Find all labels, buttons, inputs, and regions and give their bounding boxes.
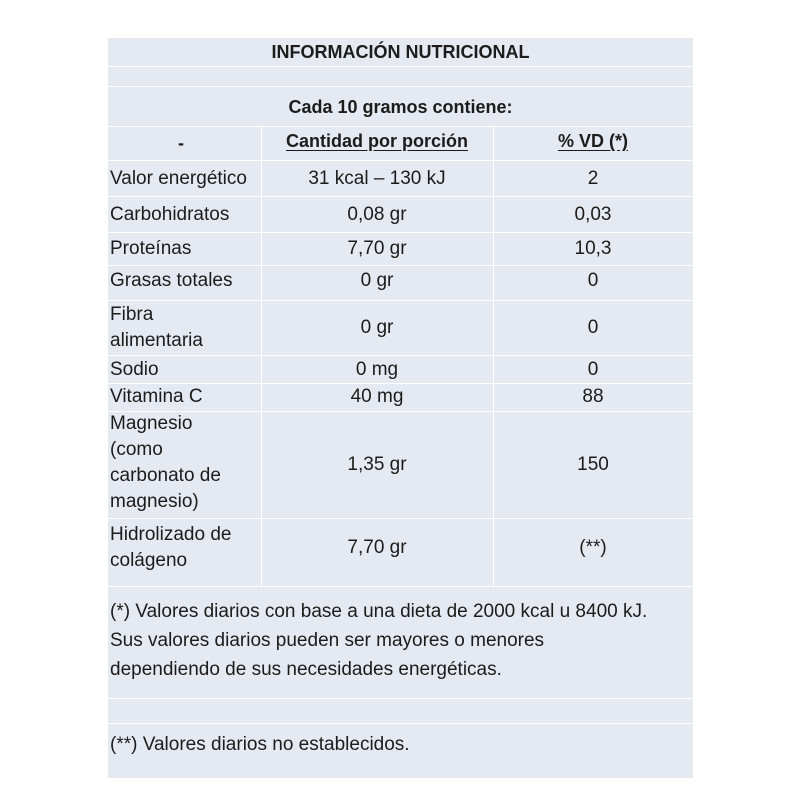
- row-amount: 40 mg: [350, 386, 404, 407]
- row-name: Sodio: [110, 359, 159, 380]
- footnote-not-established: (**) Valores diarios no establecidos.: [110, 734, 410, 755]
- row-amount: 0,08 gr: [347, 204, 407, 225]
- panel-title: INFORMACIÓN NUTRICIONAL: [271, 42, 530, 62]
- row-vd: 0: [587, 317, 599, 338]
- row-vd: 150: [577, 454, 609, 475]
- row-amount: 7,70 gr: [347, 238, 407, 259]
- row-name: Vitamina C: [110, 386, 203, 407]
- row-name: Hidrolizado de colágeno: [110, 524, 232, 571]
- row-amount: 31 kcal – 130 kJ: [308, 168, 446, 189]
- serving-size: Cada 10 gramos contiene:: [288, 97, 513, 117]
- row-name: Proteínas: [110, 238, 192, 259]
- row-vd: 10,3: [574, 238, 612, 259]
- row-name: Carbohidratos: [110, 204, 230, 225]
- row-name: Magnesio (como carbonato de magnesio): [110, 413, 221, 512]
- row-amount: 7,70 gr: [347, 537, 407, 558]
- row-name: Fibra alimentaria: [110, 304, 203, 351]
- row-vd: 0,03: [574, 204, 612, 225]
- row-vd: 88: [582, 386, 604, 407]
- row-amount: 0 gr: [360, 317, 394, 338]
- footnote-daily-values: (*) Valores diarios con base a una dieta de 2000 kcal u 8400 kJ. Sus valores diarios pueden ser mayores o menores dependiendo de sus necesidades energéticas.: [110, 601, 648, 680]
- row-vd: 2: [587, 168, 599, 189]
- row-amount: 0 mg: [355, 359, 399, 380]
- row-name: Valor energético: [110, 168, 247, 189]
- nutrition-facts-table: [108, 38, 693, 778]
- row-vd: 0: [587, 270, 599, 291]
- row-vd: 0: [587, 359, 599, 380]
- header-col1: -: [178, 133, 184, 153]
- row-amount: 1,35 gr: [347, 454, 407, 475]
- header-amount: Cantidad por porción: [286, 131, 468, 151]
- row-name: Grasas totales: [110, 270, 233, 291]
- header-daily-value: % VD (*): [557, 131, 628, 151]
- row-vd: (**): [579, 537, 607, 558]
- row-amount: 0 gr: [360, 270, 394, 291]
